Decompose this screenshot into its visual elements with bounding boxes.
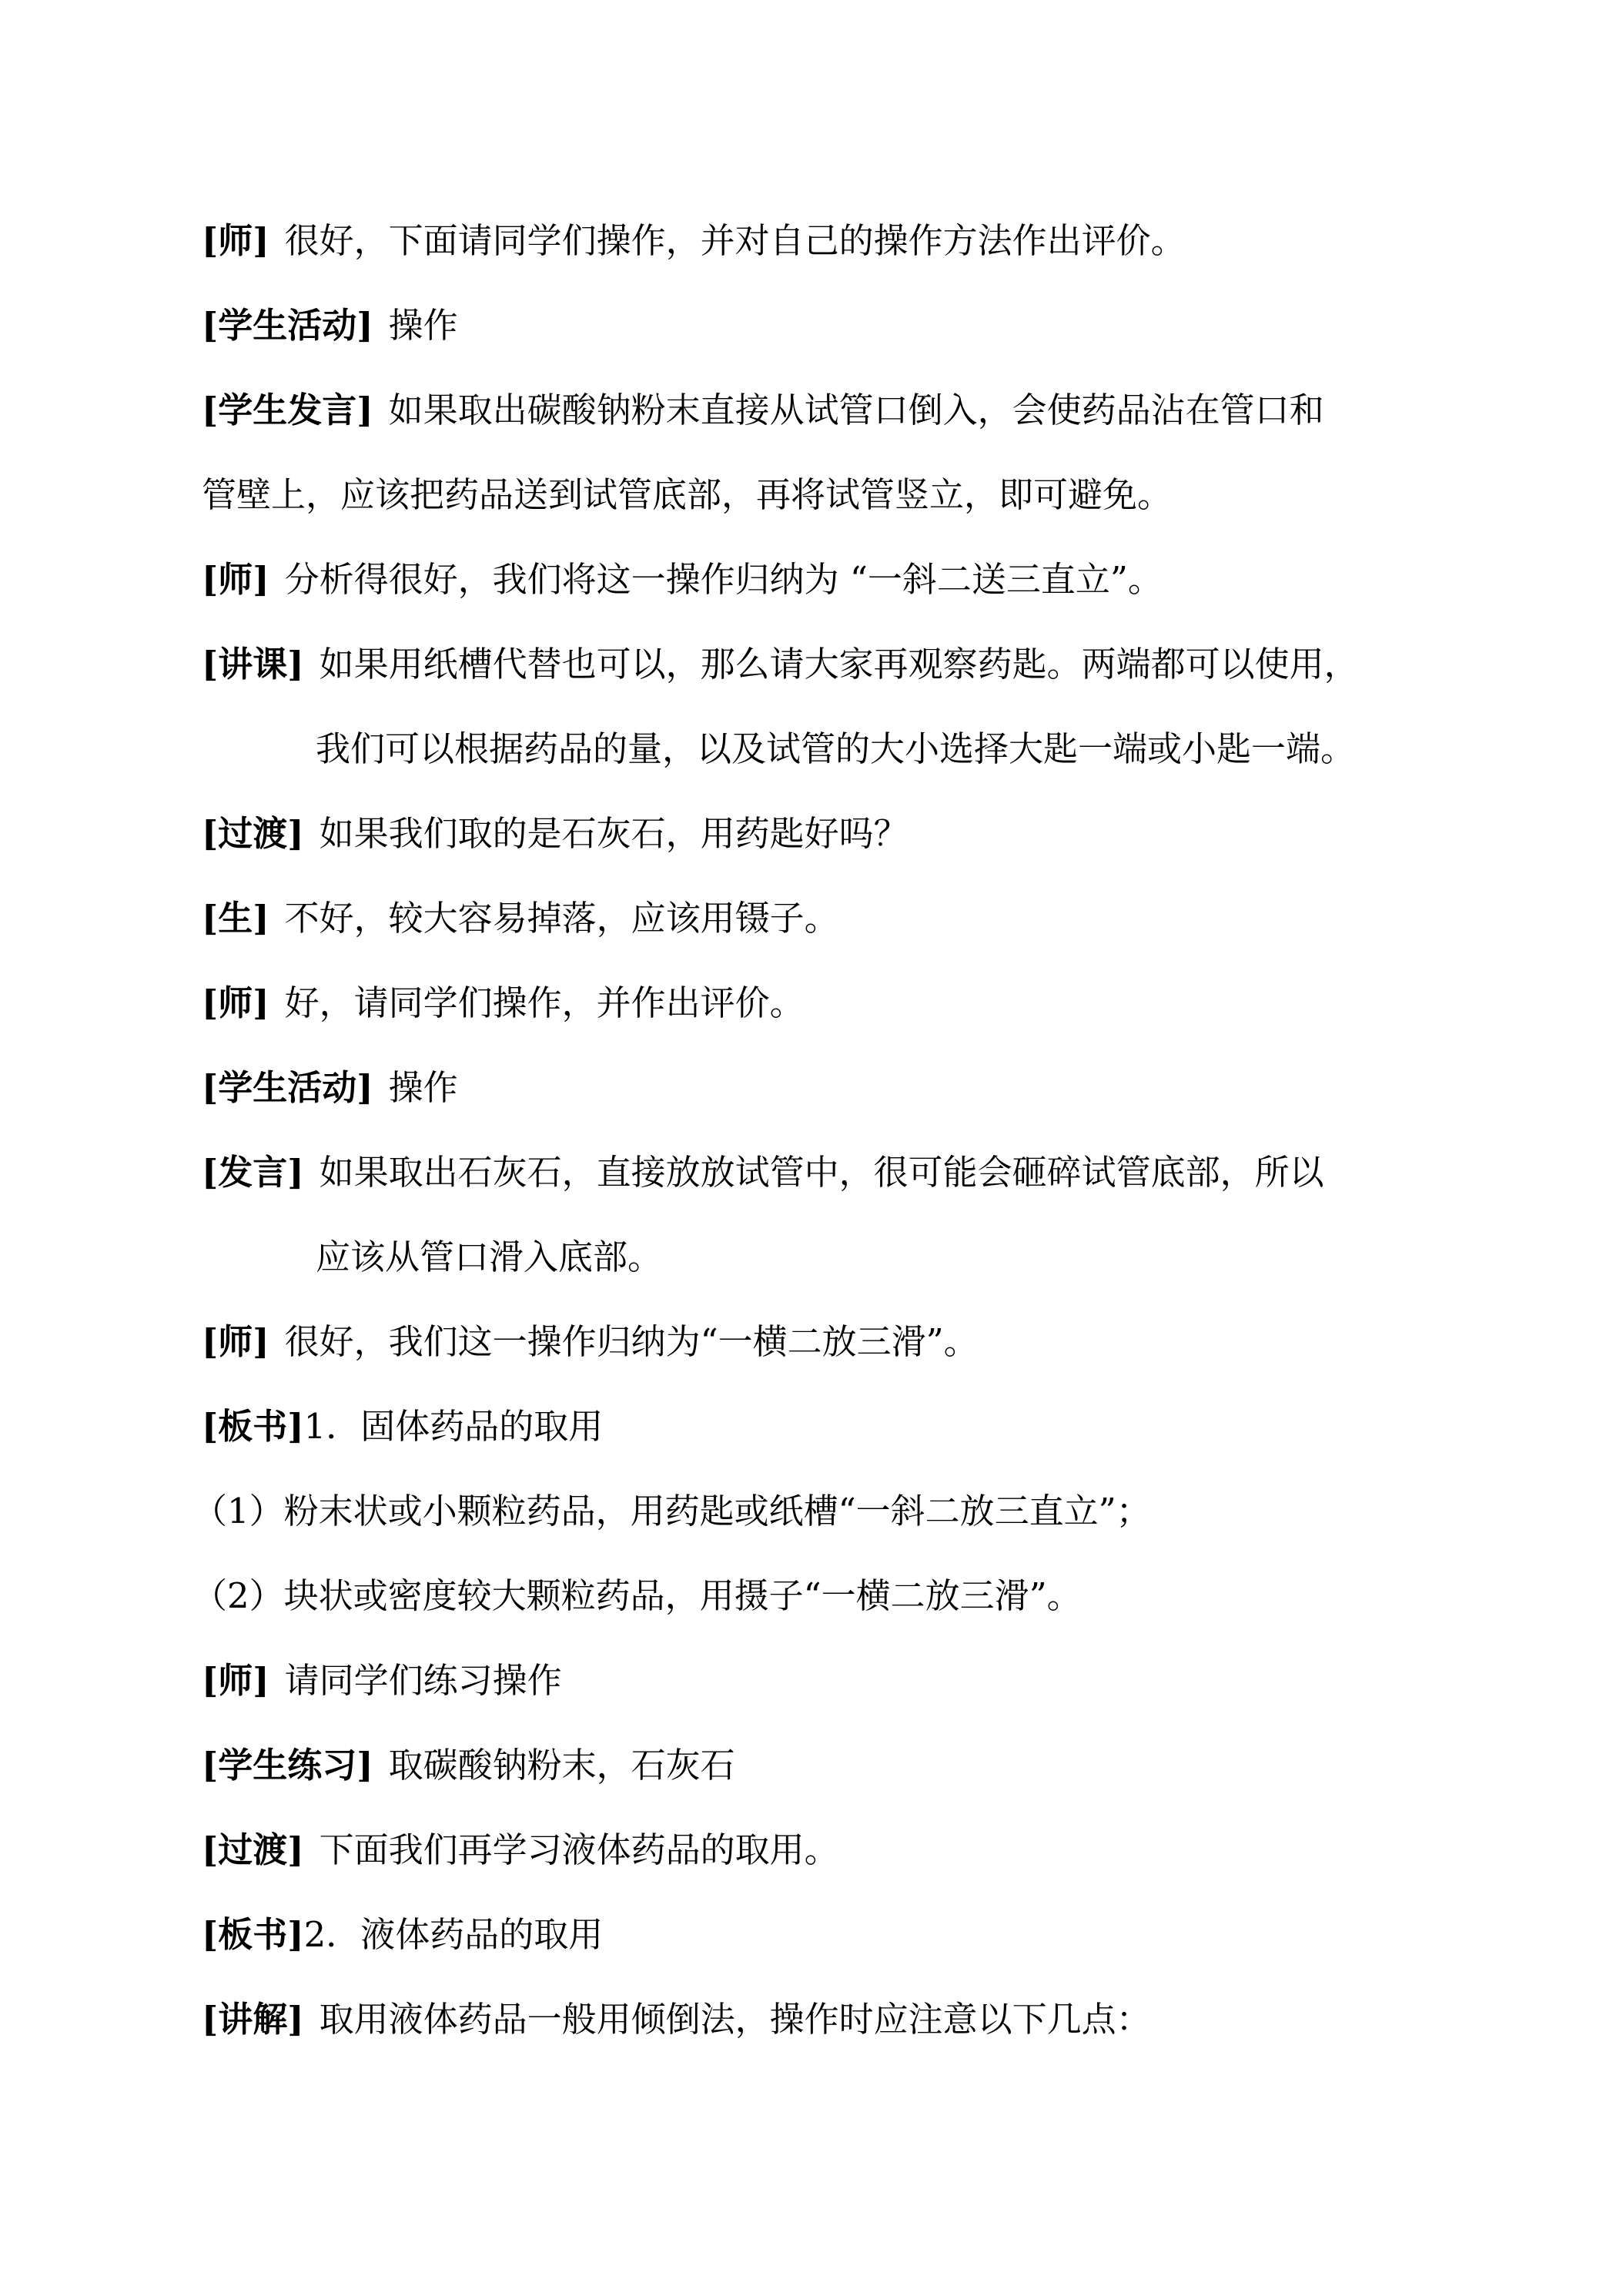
speaker-tag: [师]	[202, 220, 269, 261]
speaker-tag: [发言]	[202, 1152, 304, 1193]
paragraph-text: 好，请同学们操作，并作出评价。	[284, 982, 805, 1023]
paragraph-text: 分析得很好，我们将这一操作归纳为 “一斜二送三直立”。	[284, 559, 1163, 600]
paragraph-text: 取碳酸钠粉末，石灰石	[388, 1745, 735, 1786]
paragraph-text: 很好，下面请同学们操作，并对自己的操作方法作出评价。	[284, 220, 1186, 261]
paragraph-text: 请同学们练习操作	[284, 1660, 562, 1701]
paragraph-student-activity-2	[202, 1065, 458, 1111]
paragraph-teacher-4	[202, 1319, 979, 1365]
speaker-tag: [过渡]	[202, 1829, 304, 1870]
paragraph-text: 很好，我们这一操作归纳为“一横二放三滑”。	[284, 1321, 979, 1362]
paragraph-teacher-5	[202, 1658, 562, 1704]
paragraph-transition-2	[202, 1827, 839, 1873]
paragraph-continuation-indented	[316, 726, 1355, 772]
speaker-tag: [师]	[202, 1321, 269, 1362]
paragraph-blackboard-1	[202, 1404, 603, 1450]
paragraph-student-practice	[202, 1742, 735, 1789]
paragraph-text: 操作	[388, 305, 458, 346]
paragraph-text: 如果用纸槽代替也可以，那么请大家再观察药匙。两端都可以使用，	[319, 644, 1359, 684]
paragraph-text: 如果我们取的是石灰石，用药匙好吗？	[319, 813, 909, 854]
paragraph-text: （1）粉末状或小颗粒药品，用药匙或纸槽“一斜二放三直立”；	[192, 1491, 1151, 1531]
paragraph-student-activity-1	[202, 303, 458, 349]
paragraph-teacher-1	[202, 218, 1186, 264]
paragraph-text: 如果取出碳酸钠粉末直接从试管口倒入，会使药品沾在管口和	[388, 390, 1324, 430]
paragraph-student-speech	[202, 387, 1324, 433]
paragraph-text: 2．液体药品的取用	[303, 1914, 604, 1955]
speaker-tag: [板书]	[202, 1406, 304, 1447]
paragraph-text: 操作	[388, 1067, 458, 1108]
paragraph-student	[202, 895, 839, 942]
paragraph-lecture	[202, 641, 1359, 688]
list-item-2	[192, 1573, 1082, 1619]
paragraph-text: 如果取出石灰石，直接放放试管中，很可能会砸碎试管底部，所以	[319, 1152, 1324, 1193]
paragraph-text: 下面我们再学习液体药品的取用。	[319, 1829, 839, 1870]
paragraph-text: 管壁上，应该把药品送到试管底部，再将试管竖立，即可避免。	[202, 474, 1173, 515]
speaker-tag: [讲课]	[202, 644, 304, 684]
speaker-tag: [生]	[202, 898, 269, 939]
paragraph-text: 1．固体药品的取用	[303, 1406, 604, 1447]
speaker-tag: [讲解]	[202, 1999, 304, 2040]
speaker-tag: [过渡]	[202, 813, 304, 854]
paragraph-transition-1	[202, 811, 909, 857]
paragraph-text: 应该从管口滑入底部。	[316, 1237, 663, 1277]
paragraph-text: 取用液体药品一般用倾倒法，操作时应注意以下几点：	[319, 1999, 1151, 2040]
speaker-tag: [学生练习]	[202, 1745, 373, 1786]
paragraph-text: （2）块状或密度较大颗粒药品，用摄子“一横二放三滑”。	[192, 1575, 1082, 1616]
paragraph-blackboard-2	[202, 1912, 603, 1958]
speaker-tag: [师]	[202, 1660, 269, 1701]
speaker-tag: [师]	[202, 559, 269, 600]
speaker-tag: [学生活动]	[202, 305, 373, 346]
paragraph-text: 不好，较大容易掉落，应该用镊子。	[284, 898, 839, 939]
speaker-tag: [板书]	[202, 1914, 304, 1955]
speaker-tag: [学生发言]	[202, 390, 373, 430]
paragraph-continuation-indented	[316, 1234, 662, 1280]
paragraph-explanation	[202, 1996, 1151, 2043]
speaker-tag: [学生活动]	[202, 1067, 373, 1108]
paragraph-continuation	[202, 472, 1172, 518]
list-item-1	[192, 1488, 1151, 1535]
speaker-tag: [师]	[202, 982, 269, 1023]
paragraph-teacher-2	[202, 557, 1163, 603]
paragraph-text: 我们可以根据药品的量，以及试管的大小选择大匙一端或小匙一端。	[316, 728, 1356, 769]
paragraph-teacher-3	[202, 980, 805, 1026]
paragraph-speech	[202, 1150, 1324, 1196]
